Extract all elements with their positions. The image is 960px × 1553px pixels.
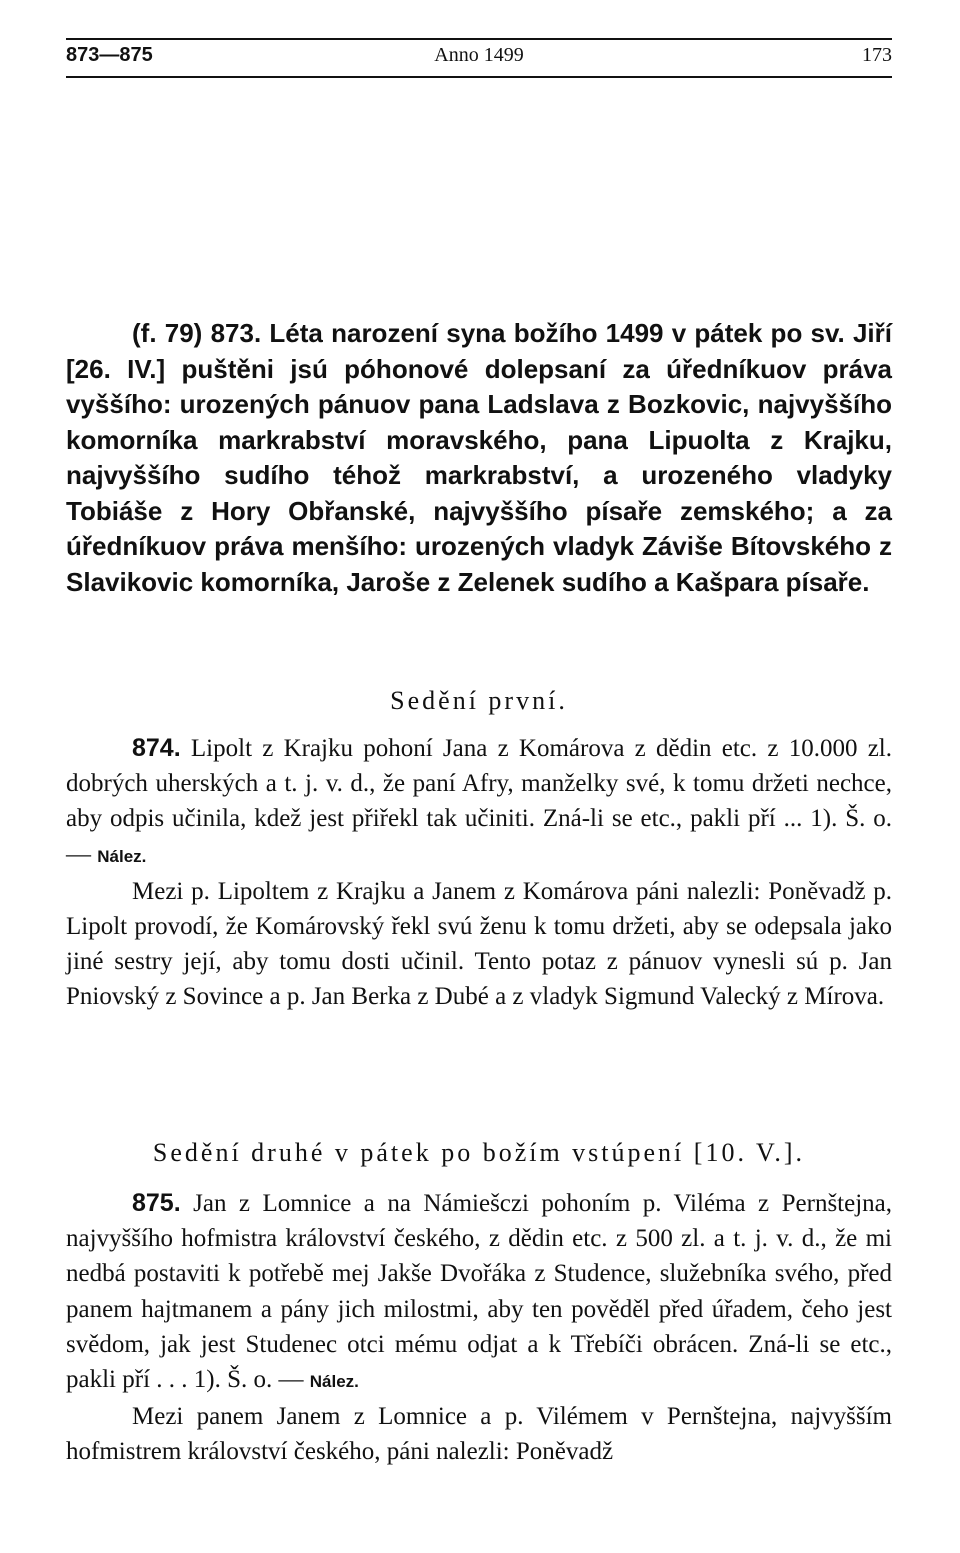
section-heading-second-session: Sedění druhé v pátek po božím vstúpení [10. V.]. — [152, 1138, 806, 1167]
entry-873-number: 873. — [210, 318, 262, 348]
entry-873 — [66, 316, 892, 600]
header-year: Anno 1499 — [434, 44, 524, 66]
entry-875 — [66, 1186, 892, 1470]
section-heading-first-session: Sedění první. — [390, 686, 568, 715]
entry-874-finding-label: Nález. — [97, 846, 147, 866]
header-rule-top — [66, 38, 892, 40]
folio-reference: (f. 79) — [132, 318, 203, 348]
entry-875-finding-label: Nález. — [309, 1372, 359, 1392]
entry-874-finding: Mezi p. Lipoltem z Krajku a Janem z Komárova páni nalezli: Poněvadž p. Lipolt provodí, že Komárovský řekl svú ženu k tomu držeti, aby se odepsala jako jiné sestry její, aby tomu dosti učinil. Tento potaz z pánuov vynesli sú p. Jan Pniovský z Sovince a p. Jan Berka z Dubé a z vladyk Sigmund Valecký z Mírova. — [66, 877, 892, 1011]
entry-875-paragraph — [66, 1186, 892, 1399]
entry-875-finding: Mezi panem Janem z Lomnice a p. Vilémem v Pernštejna, najvyšším hofmistrem království českého, páni nalezli: Poněvadž — [66, 1403, 892, 1466]
entry-874-text: Lipolt z Krajku pohoní Jana z Komárova z dědin etc. z 10.000 zl. dobrých uherských a t. j. v. d., že paní Afry, manželky své, k tomu držeti nechce, aby odpis učinila, kdež jest přiřekl tak učiniti. Zná-li se etc., pakli pří ... 1). Š. o. — — [66, 735, 892, 868]
header-rule-bottom — [66, 76, 892, 78]
entry-874 — [66, 731, 892, 1015]
entry-875-number: 875. — [132, 1189, 181, 1217]
entry-873-text: Léta narození syna božího 1499 v pátek po sv. Jiří [26. IV.] puštěni jsú póhonové dolepsaní za úředníkuov práva vyššího: urozených pánuov pana Ladslava z Bozkovic, najvyššího komorníka markrabství moravského, pana Lipuolta z Krajku, najvyššího sudího téhož markrabství, a urozeného vladyky Tobiáše z Hory Obřanské, najvyššího písaře zemského; a za úředníkuov práva menšího: urozených vladyk Záviše Bítovského z Slavikovic komorníka, Jaroše z Zelenek sudího a Kašpara písaře. — [66, 318, 893, 597]
entry-875-text: Jan z Lomnice a na Námiešczi pohoním p. Viléma z Pernštejna, najvyššího hofmistra království českého, z dědin etc. z 500 zl. a t. j. v. d., že mi nedbá postaviti k potřebě mej Jakše Dvořáka z Studence, služebníka svého, před panem hajtmanem a pány jich milostmi, aby ten pověděl před úřadem, čeho jest svědom, jak jest Studenec otci mému odjat a k Třebíči obrácen. Zná-li se etc., pakli pří . . . 1). Š. o. — — [66, 1190, 893, 1394]
page-number: 173 — [862, 44, 892, 66]
entry-874-number: 874. — [132, 734, 181, 762]
running-header — [66, 38, 892, 78]
entry-873-paragraph — [66, 316, 892, 600]
header-entry-range: 873—875 — [66, 44, 153, 66]
entry-874-paragraph — [66, 731, 892, 874]
